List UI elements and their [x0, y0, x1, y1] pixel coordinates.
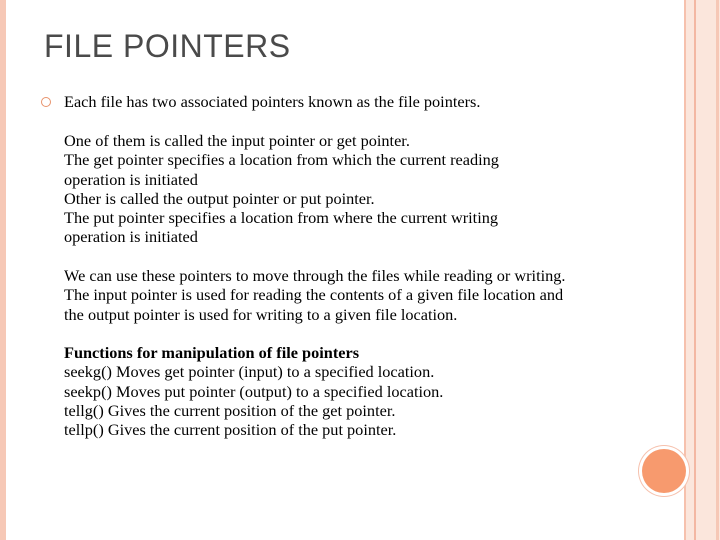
accent-circle-decoration	[642, 449, 686, 493]
right-border-line	[694, 0, 696, 540]
text-line: The input pointer is used for reading the contents of a given file location and	[64, 285, 564, 305]
functions-list	[64, 343, 443, 439]
text-line: We can use these pointers to move through the files while reading or writing.	[64, 266, 566, 285]
text-line: Other is called the output pointer or put pointer.	[64, 188, 375, 208]
text-line: The get pointer specifies a location from which the current reading	[64, 150, 499, 170]
function-item: tellp() Gives the current position of the put pointer.	[64, 420, 397, 440]
text-line: The put pointer specifies a location from where the current writing	[64, 208, 499, 228]
slide-title: FILE POINTERS	[44, 28, 291, 64]
function-item: tellg() Gives the current position of the get pointer.	[64, 400, 396, 420]
text-line: One of them is called the input pointer or get pointer.	[64, 131, 410, 150]
function-item: seekg() Moves get pointer (input) to a specified location.	[64, 362, 435, 382]
text-line: the output pointer is used for writing to a given file location.	[64, 304, 458, 324]
right-border-line	[684, 0, 686, 540]
left-border-decoration	[0, 0, 6, 540]
text-line: operation is initiated	[64, 227, 198, 247]
paragraph-usage	[64, 266, 565, 324]
function-item: seekp() Moves put pointer (output) to a specified location.	[64, 381, 444, 401]
right-border-line	[716, 0, 719, 540]
text-line: operation is initiated	[64, 169, 198, 189]
paragraph-pointers	[64, 131, 499, 247]
bullet-circle-icon	[41, 97, 51, 107]
right-panel-decoration	[686, 0, 720, 540]
bullet-text: Each file has two associated pointers known as the file pointers.	[64, 92, 481, 111]
functions-heading: Functions for manipulation of file pointers	[64, 343, 360, 362]
